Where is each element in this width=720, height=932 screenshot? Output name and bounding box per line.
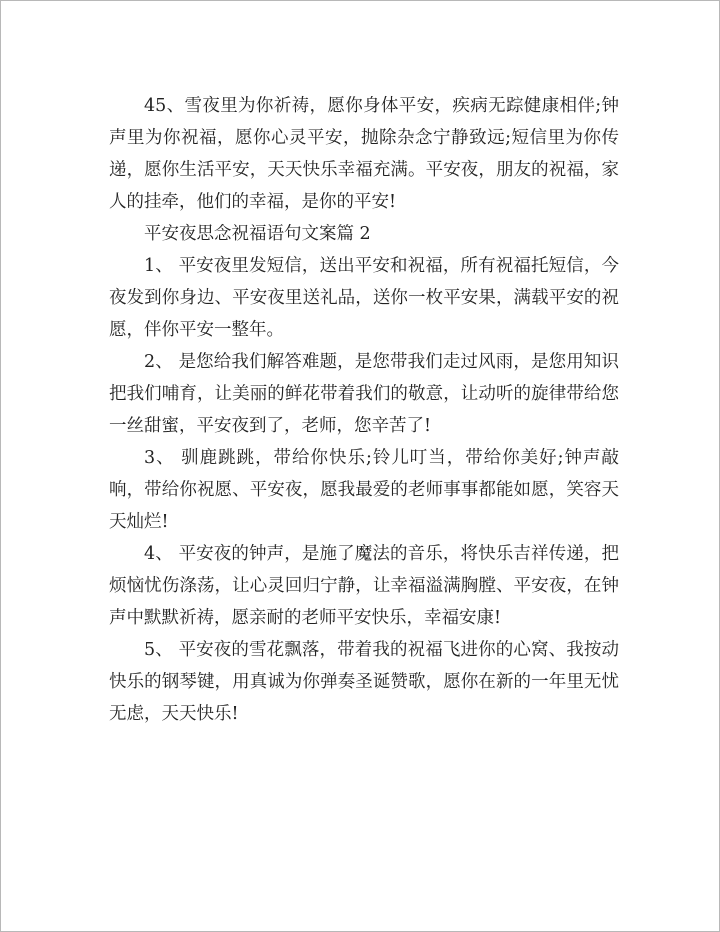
paragraph-5: 5、 平安夜的雪花飘落，带着我的祝福飞进你的心窝、我按动快乐的钢琴键，用真诚为你弹奏圣诞赞歌，愿你在新的一年里无忧无虑，天天快乐! xyxy=(109,640,619,724)
paragraph-45: 45、雪夜里为你祈祷，愿你身体平安，疾病无踪健康相伴;钟声里为你祝福，愿你心灵平安，抛除杂念宁静致远;短信里为你传递，愿你生活平安，天天快乐幸福充满。平安夜，朋友的祝福，家人的挂牵，他们的幸福，是你的平安! xyxy=(109,96,619,212)
paragraph-3: 3、 驯鹿跳跳，带给你快乐;铃儿叮当，带给你美好;钟声敲响，带给你祝愿、平安夜，愿我最爱的老师事事都能如愿，笑容天天灿烂! xyxy=(109,448,619,532)
document-body xyxy=(109,90,619,730)
paragraph-4: 4、 平安夜的钟声，是施了魔法的音乐，将快乐吉祥传递，把烦恼忧伤涤荡，让心灵回归宁静，让幸福溢满胸膛、平安夜，在钟声中默默祈祷，愿亲耐的老师平安快乐，幸福安康! xyxy=(109,544,619,628)
paragraph-2: 2、 是您给我们解答难题，是您带我们走过风雨，是您用知识把我们哺育，让美丽的鲜花带着我们的敬意，让动听的旋律带给您一丝甜蜜，平安夜到了，老师，您辛苦了! xyxy=(109,352,619,436)
paragraph-1: 1、 平安夜里发短信，送出平安和祝福，所有祝福托短信，今夜发到你身边、平安夜里送礼品，送你一枚平安果，满载平安的祝愿，伴你平安一整年。 xyxy=(109,256,619,340)
section-heading: 平安夜思念祝福语句文案篇 2 xyxy=(144,224,371,244)
